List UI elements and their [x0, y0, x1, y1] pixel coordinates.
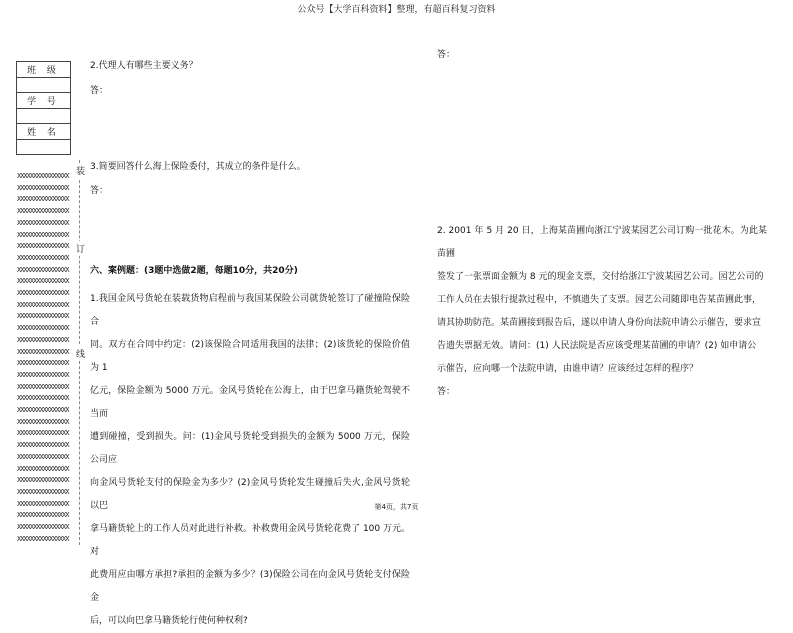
binding-pattern-row: XXXXXXXXXXXXXXXX: [17, 429, 69, 438]
binding-mark-zhuang: 装: [74, 163, 87, 178]
binding-pattern-row: XXXXXXXXXXXXXXXX: [17, 324, 69, 333]
binding-mark-ding: 订: [74, 241, 87, 256]
binding-pattern-row: XXXXXXXXXXXXXXXX: [17, 253, 69, 262]
binding-pattern-row: XXXXXXXXXXXXXXXX: [17, 487, 69, 496]
binding-pattern-row: XXXXXXXXXXXXXXXX: [17, 300, 69, 309]
binding-pattern-row: XXXXXXXXXXXXXXXX: [17, 335, 69, 344]
binding-pattern-row: XXXXXXXXXXXXXXXX: [17, 195, 69, 204]
case-1: [90, 288, 410, 633]
binding-pattern-row: XXXXXXXXXXXXXXXX: [17, 207, 69, 216]
case-2: [437, 220, 767, 404]
binding-pattern-row: XXXXXXXXXXXXXXXX: [17, 230, 69, 239]
question-2-answer: 答：: [90, 86, 109, 96]
binding-pattern-row: XXXXXXXXXXXXXXXX: [17, 312, 69, 321]
binding-pattern-row: XXXXXXXXXXXXXXXX: [17, 172, 69, 180]
class-field: [17, 78, 71, 93]
binding-pattern-row: XXXXXXXXXXXXXXXX: [17, 417, 69, 426]
case-2-line: 工作人员在去银行提款过程中，不慎遗失了支票。园艺公司随即电告某苗圃此事，: [437, 295, 762, 305]
binding-pattern-row: XXXXXXXXXXXXXXXX: [17, 382, 69, 391]
binding-pattern-row: XXXXXXXXXXXXXXXX: [17, 359, 69, 368]
binding-pattern-row: XXXXXXXXXXXXXXXX: [17, 464, 69, 473]
page-header: 公众号【大学百科资料】整理，有超百科复习资料: [297, 5, 496, 15]
case-1-line: 同。双方在合同中约定：(2)该保险合同适用我国的法律；(2)该货轮的保险价值为 1: [90, 340, 410, 373]
binding-pattern-row: XXXXXXXXXXXXXXXX: [17, 394, 69, 403]
binding-mark-xian: 线: [74, 346, 87, 361]
case-1-line: 后，可以向巴拿马籍货轮行使何种权利?: [90, 616, 248, 626]
case-2-line: 2. 2001 年 5 月 20 日，上海某苗圃向浙江宁波某园艺公司订购一批花木。为此某苗圃: [437, 226, 767, 259]
case-1-line: 亿元，保险金额为 5000 万元。金风号货轮在公海上，由于巴拿马籍货轮驾驶不当而: [90, 386, 410, 419]
case-1-line: 1.我国金风号货轮在装载货物启程前与我国某保险公司就货轮签订了碰撞险保险合: [90, 294, 410, 327]
binding-pattern-row: XXXXXXXXXXXXXXXX: [17, 452, 69, 461]
student-info-table: [16, 61, 71, 155]
question-3: 3.简要回答什么海上保险委付，其成立的条件是什么。: [90, 162, 306, 172]
case-1-line: 向金风号货轮支付的保险金为多少？(2)金风号货轮发生碰撞后失火,金风号货轮以巴: [90, 478, 410, 511]
case-2-line: 请其协助防范。某苗圃接到报告后，遂以申请人身份向法院申请公示催告，要求宣: [437, 318, 762, 328]
binding-pattern-row: XXXXXXXXXXXXXXXX: [17, 511, 69, 520]
page-footer: 第4页，共7页: [374, 503, 419, 511]
binding-pattern-row: XXXXXXXXXXXXXXXX: [17, 499, 69, 508]
binding-pattern-row: XXXXXXXXXXXXXXXX: [17, 523, 69, 531]
question-2: 2.代理人有哪些主要义务？: [90, 61, 198, 71]
binding-pattern-row: XXXXXXXXXXXXXXXX: [17, 265, 69, 274]
binding-pattern-row: XXXXXXXXXXXXXXXX: [17, 277, 69, 286]
binding-pattern-row: XXXXXXXXXXXXXXXX: [17, 534, 69, 543]
top-answer: 答：: [437, 50, 456, 60]
binding-pattern-row: XXXXXXXXXXXXXXXX: [17, 347, 69, 356]
id-label: 学 号: [17, 93, 71, 109]
name-field: [17, 140, 71, 155]
binding-pattern-row: XXXXXXXXXXXXXXXX: [17, 183, 69, 192]
case-1-line: 拿马籍货轮上的工作人员对此进行补救。补救费用金风号货轮花费了 100 万元。对: [90, 524, 410, 557]
binding-pattern-row: XXXXXXXXXXXXXXXX: [17, 476, 69, 485]
class-label: 班 级: [17, 62, 71, 78]
case-1-line: 此费用应由哪方承担?承担的金额为多少？(3)保险公司在向金风号货轮支付保险金: [90, 570, 410, 603]
question-3-answer: 答：: [90, 186, 109, 196]
case-2-line: 告遗失票据无效。请问：(1) 人民法院是否应该受理某苗圃的申请？(2) 如申请公: [437, 341, 757, 351]
binding-pattern-row: XXXXXXXXXXXXXXXX: [17, 218, 69, 227]
binding-pattern-row: XXXXXXXXXXXXXXXX: [17, 242, 69, 251]
case-2-line: 示催告，应向哪一个法院申请，由谁申请？应该经过怎样的程序？: [437, 364, 699, 374]
case-2-answer: 答：: [437, 387, 456, 397]
binding-pattern-row: XXXXXXXXXXXXXXXX: [17, 406, 69, 414]
binding-pattern-row: XXXXXXXXXXXXXXXX: [17, 289, 69, 297]
binding-pattern-row: XXXXXXXXXXXXXXXX: [17, 441, 69, 450]
name-label: 姓 名: [17, 124, 71, 140]
case-2-line: 签发了一张票面金额为 8 元的现金支票，交付给浙江宁波某园艺公司。园艺公司的: [437, 272, 764, 282]
section-title: 六、案例题：(3题中选做2题，每题10分，共20分): [90, 266, 298, 276]
case-1-line: 遭到碰撞，受到损失。问：(1)金风号货轮受到损失的金额为 5000 万元，保险公司应: [90, 432, 410, 465]
id-field: [17, 109, 71, 124]
binding-pattern-row: XXXXXXXXXXXXXXXX: [17, 370, 69, 379]
